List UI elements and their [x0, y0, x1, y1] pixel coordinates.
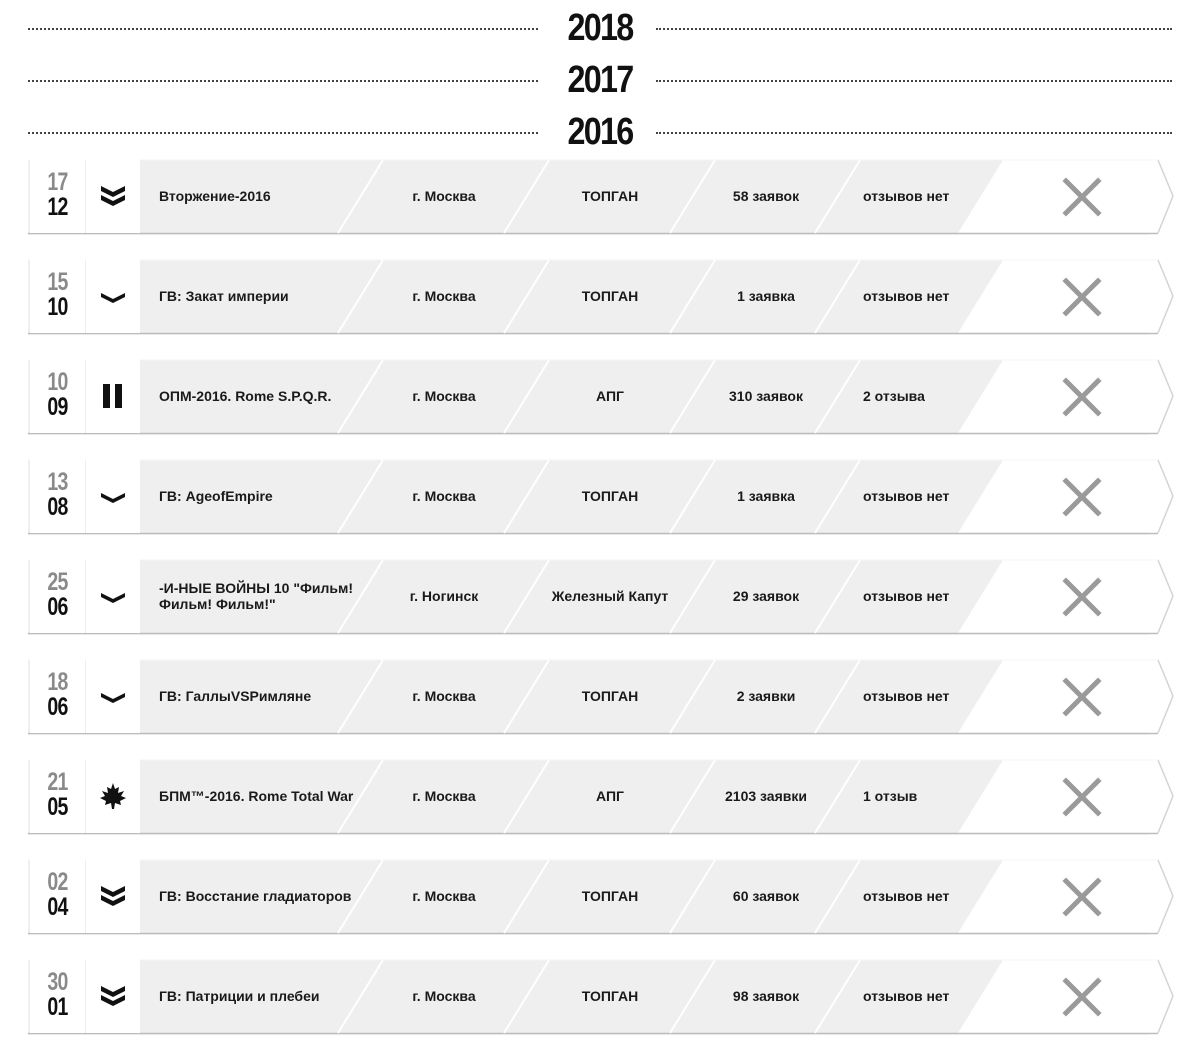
- event-row[interactable]: [28, 859, 1174, 935]
- event-applications[interactable]: 2103 заявки: [725, 788, 807, 804]
- event-city: г. Москва: [412, 888, 476, 904]
- event-day: 13: [47, 468, 68, 496]
- event-city: г. Москва: [412, 988, 476, 1004]
- event-reviews[interactable]: отзывов нет: [863, 588, 950, 604]
- event-organizer[interactable]: ТОПГАН: [581, 488, 639, 504]
- event-day: 15: [47, 268, 68, 296]
- event-row[interactable]: [28, 959, 1174, 1035]
- event-title[interactable]: ОПМ-2016. Rome S.P.Q.R.: [159, 388, 332, 404]
- double-chevron-icon: [86, 159, 140, 233]
- event-row[interactable]: [28, 259, 1174, 335]
- year-divider: [28, 8, 1172, 48]
- event-month: 06: [47, 593, 68, 621]
- close-icon[interactable]: [1062, 977, 1102, 1017]
- year-label[interactable]: 2016: [567, 111, 633, 153]
- year-label[interactable]: 2018: [567, 7, 633, 49]
- event-date: [30, 159, 85, 233]
- event-month: 08: [47, 493, 68, 521]
- event-reviews[interactable]: отзывов нет: [863, 988, 950, 1004]
- dotted-line: [28, 132, 538, 134]
- chevron-icon: [86, 459, 140, 533]
- double-chevron-icon: [86, 859, 140, 933]
- event-title[interactable]: -И-НЫЕ ВОЙНЫ 10 "Фильм! Фильм! Фильм!": [159, 580, 354, 612]
- event-applications[interactable]: 2 заявки: [736, 688, 796, 704]
- event-date: [30, 759, 85, 833]
- event-title[interactable]: ГВ: ГаллыVSРимляне: [159, 688, 312, 704]
- event-organizer[interactable]: АПГ: [596, 788, 624, 804]
- maple-leaf-icon: [86, 759, 140, 833]
- event-date: [30, 259, 85, 333]
- event-applications[interactable]: 98 заявок: [732, 988, 800, 1004]
- event-day: 18: [47, 668, 68, 696]
- event-title[interactable]: ГВ: Закат империи: [159, 288, 289, 304]
- event-row[interactable]: [28, 359, 1174, 435]
- event-reviews[interactable]: отзывов нет: [863, 488, 950, 504]
- event-reviews[interactable]: 1 отзыв: [863, 788, 918, 804]
- close-icon[interactable]: [1062, 777, 1102, 817]
- event-organizer[interactable]: ТОПГАН: [581, 688, 639, 704]
- event-day: 30: [47, 968, 68, 996]
- close-icon[interactable]: [1062, 677, 1102, 717]
- event-city: г. Москва: [412, 688, 476, 704]
- event-title[interactable]: БПМ™-2016. Rome Total War: [159, 788, 354, 804]
- event-reviews[interactable]: отзывов нет: [863, 888, 950, 904]
- pause-icon: [86, 359, 140, 433]
- event-applications[interactable]: 58 заявок: [732, 188, 800, 204]
- close-icon[interactable]: [1062, 277, 1102, 317]
- event-reviews[interactable]: 2 отзыва: [863, 388, 925, 404]
- year-label[interactable]: 2017: [567, 59, 633, 101]
- event-applications[interactable]: 1 заявка: [737, 488, 795, 504]
- event-month: 05: [47, 793, 68, 821]
- event-title[interactable]: ГВ: Патриции и плебеи: [159, 988, 320, 1004]
- event-date: [30, 659, 85, 733]
- double-chevron-icon: [86, 959, 140, 1033]
- event-organizer[interactable]: ТОПГАН: [581, 888, 639, 904]
- event-month: 09: [47, 393, 68, 421]
- close-icon[interactable]: [1062, 877, 1102, 917]
- chevron-icon: [86, 259, 140, 333]
- event-day: 25: [47, 568, 68, 596]
- event-reviews[interactable]: отзывов нет: [863, 688, 950, 704]
- event-organizer[interactable]: АПГ: [596, 388, 624, 404]
- event-day: 17: [47, 168, 68, 196]
- event-day: 02: [47, 868, 68, 896]
- close-icon[interactable]: [1062, 177, 1102, 217]
- event-applications[interactable]: 29 заявок: [732, 588, 800, 604]
- event-row[interactable]: [28, 759, 1174, 835]
- event-month: 06: [47, 693, 68, 721]
- event-date: [30, 459, 85, 533]
- year-divider: [28, 60, 1172, 100]
- event-city: г. Ногинск: [409, 588, 479, 604]
- event-title[interactable]: Вторжение-2016: [159, 188, 271, 204]
- event-row[interactable]: [28, 159, 1174, 235]
- event-title[interactable]: ГВ: Восстание гладиаторов: [159, 888, 352, 904]
- event-day: 10: [47, 368, 68, 396]
- event-month: 10: [47, 293, 68, 321]
- event-city: г. Москва: [412, 488, 476, 504]
- event-date: [30, 359, 85, 433]
- event-reviews[interactable]: отзывов нет: [863, 188, 950, 204]
- event-date: [30, 559, 85, 633]
- dotted-line: [28, 80, 538, 82]
- dotted-line: [656, 80, 1172, 82]
- event-organizer[interactable]: ТОПГАН: [581, 288, 639, 304]
- event-city: г. Москва: [412, 188, 476, 204]
- event-city: г. Москва: [412, 388, 476, 404]
- dotted-line: [656, 132, 1172, 134]
- event-date: [30, 859, 85, 933]
- event-organizer[interactable]: Железный Капут: [551, 588, 669, 604]
- event-month: 01: [47, 993, 68, 1021]
- dotted-line: [656, 28, 1172, 30]
- dotted-line: [28, 28, 538, 30]
- event-applications[interactable]: 1 заявка: [737, 288, 795, 304]
- event-day: 21: [47, 768, 68, 796]
- year-divider: [28, 112, 1172, 152]
- chevron-icon: [86, 659, 140, 733]
- close-icon[interactable]: [1062, 577, 1102, 617]
- event-organizer[interactable]: ТОПГАН: [581, 188, 639, 204]
- event-applications[interactable]: 310 заявок: [729, 388, 803, 404]
- chevron-icon: [86, 559, 140, 633]
- event-applications[interactable]: 60 заявок: [732, 888, 800, 904]
- event-title[interactable]: ГВ: AgeofEmpire: [159, 488, 273, 504]
- event-month: 04: [47, 893, 68, 921]
- event-row[interactable]: [28, 559, 1174, 635]
- close-icon[interactable]: [1062, 477, 1102, 517]
- event-city: г. Москва: [412, 788, 476, 804]
- event-organizer[interactable]: ТОПГАН: [581, 988, 639, 1004]
- event-row[interactable]: [28, 459, 1174, 535]
- event-row[interactable]: [28, 659, 1174, 735]
- event-reviews[interactable]: отзывов нет: [863, 288, 950, 304]
- event-date: [30, 959, 85, 1033]
- event-month: 12: [47, 193, 68, 221]
- close-icon[interactable]: [1062, 377, 1102, 417]
- event-city: г. Москва: [412, 288, 476, 304]
